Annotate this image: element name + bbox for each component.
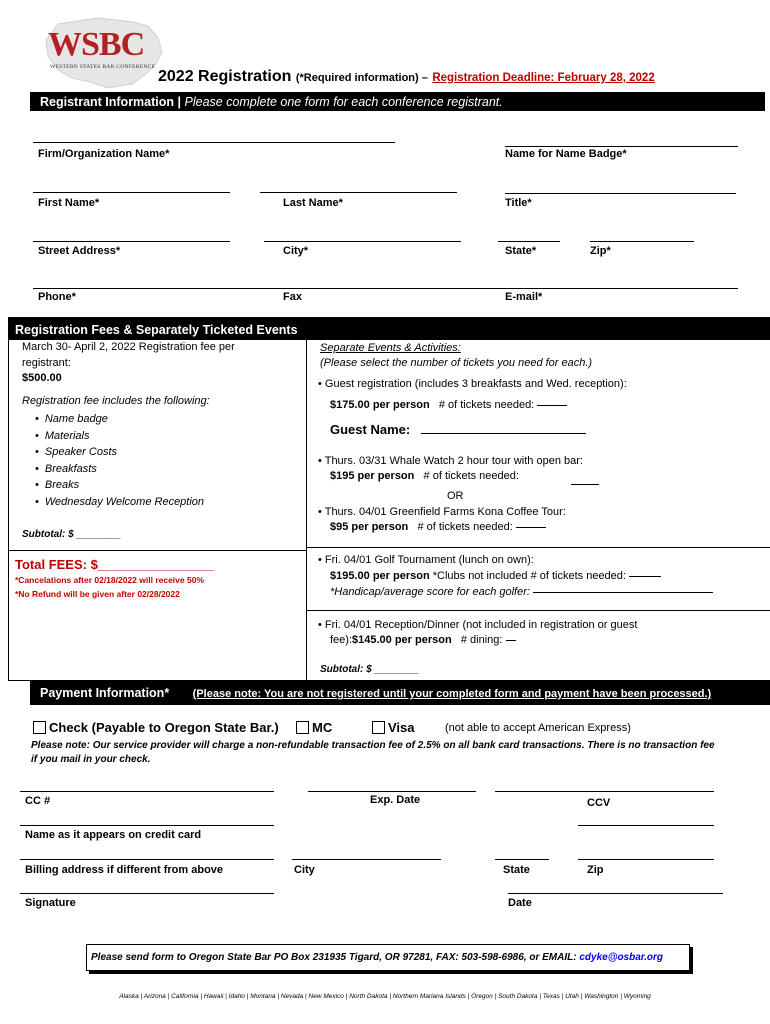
check-checkbox[interactable] [33,721,46,734]
name-on-card-label: Name as it appears on credit card [25,829,202,841]
reg-fee-line1: March 30- April 2, 2022 Registration fee per [22,341,235,353]
guest-price: $175.00 per person [330,399,430,411]
mc-checkbox[interactable] [296,721,309,734]
golf-tickets-input[interactable] [629,576,661,577]
date-label: Date [508,897,532,909]
amex-note: (not able to accept American Express) [445,722,631,734]
golf-handicap-label: *Handicap/average score for each golfer: [330,586,530,598]
dinner-price: $145.00 per person [352,634,452,646]
dinner-price-row [330,634,516,646]
phone-fax-email-line[interactable] [33,288,738,289]
billing-line[interactable] [20,859,274,860]
left-box-border [8,340,9,680]
mc-label: MC [312,720,333,735]
or-text: OR [447,490,464,502]
dinner-dining-input[interactable] [506,640,516,641]
reg-fee-amount: $500.00 [22,372,62,384]
date-line[interactable] [508,893,723,894]
coffee-tickets-label: # of tickets needed: [417,521,513,533]
fee-note-line2: if you mail in your check. [31,754,151,765]
check-label: Check (Payable to Oregon State Bar.) [49,720,279,735]
golf-handicap-input[interactable] [533,592,713,593]
payment-bar-note: (Please note: You are not registered until your completed form and payment have been processed.) [192,688,712,700]
right-divider-rule [306,547,770,548]
page-title: 2022 Registration [158,68,292,85]
exp-label: Exp. Date [370,794,421,806]
last-name-line[interactable] [260,192,457,193]
dinner-title-text: Fri. 04/01 Reception/Dinner (not included in registration or guest [324,619,638,631]
firm-line[interactable] [33,142,395,143]
guest-name-label: Guest Name: [330,422,411,437]
include-item: • Name badge [35,411,204,428]
exp-line[interactable] [308,791,476,792]
events-subheading: (Please select the number of tickets you need for each.) [320,357,593,369]
whale-price: $195 per person [330,470,415,482]
signature-line[interactable] [20,893,274,894]
send-form-text: Please send form to Oregon State Bar PO Box 231935 Tigard, OR 97281, FAX: 503-598-6986, or EMAIL: [91,952,577,963]
guest-price-row [330,399,567,411]
guest-name-input[interactable] [421,433,586,434]
firm-label: Firm/Organization Name* [38,148,170,160]
include-item: • Breakfasts [35,461,204,478]
guest-tickets-label: # of tickets needed: [438,399,535,411]
dinner-dining-label: # dining: [460,634,503,646]
first-name-label: First Name* [38,197,100,209]
street-label: Street Address* [38,245,121,257]
total-fees[interactable]: Total FEES: $________________ [15,557,214,572]
state-line[interactable] [498,241,560,242]
states-list: Alaska | Arizona | California | Hawaii | Idaho | Montana | Nevada | New Mexico | North Dakota | Northern Mariana Islands | Oregon | South Dakota | Texas | Utah | Washington | Wyoming [119,993,651,1000]
whale-tickets-input[interactable] [571,484,599,485]
registrant-bar [30,92,765,111]
cc-line[interactable] [20,791,274,792]
guest-name-row [330,421,586,439]
fees-bar [8,317,770,340]
whale-title: • Thurs. 03/31 Whale Watch 2 hour tour with open bar: [318,455,583,467]
mc-option[interactable] [296,720,332,735]
golf-title: • Fri. 04/01 Golf Tournament (lunch on own): [318,554,534,566]
billing-state-line[interactable] [495,859,549,860]
right-divider-rule-2 [306,610,770,611]
coffee-price-row [330,521,546,533]
logo-subtitle: WESTERN STATES BAR CONFERENCE [50,64,156,70]
events-heading: Separate Events & Activities: [320,342,461,354]
logo-text: WSBC [48,26,145,63]
ccv-value-line[interactable] [578,825,714,826]
fee-note-line1: Please note: Our service provider will charge a non-refundable transaction fee of 2.5% on all bank card transactions. There is no transaction fee [31,740,715,751]
city-line[interactable] [264,241,461,242]
billing-label: Billing address if different from above [25,864,224,876]
visa-checkbox[interactable] [372,721,385,734]
page-header [158,68,655,86]
golf-clubs-label: *Clubs not included # of tickets needed: [432,570,626,582]
subtotal-left[interactable]: Subtotal: $ ________ [22,529,121,540]
check-option[interactable] [33,720,279,735]
column-divider [306,340,307,680]
include-item: • Breaks [35,477,204,494]
email-label: E-mail* [505,291,543,303]
coffee-price: $95 per person [330,521,409,533]
visa-label: Visa [388,720,415,735]
signature-label: Signature [25,897,76,909]
required-note: (*Required information) – [295,72,428,84]
registrant-bar-note: Please complete one form for each conference registrant. [184,95,503,109]
ccv-line[interactable] [495,791,714,792]
cancel-note: *Cancelations after 02/18/2022 will receive 50% [15,575,205,585]
billing-city-label: City [294,864,315,876]
reg-fee-line2: registrant: [22,357,71,369]
total-fees-rule [8,550,306,551]
payment-bar-title: Payment Information* [40,686,170,700]
email-link[interactable]: cdyke@osbar.org [579,952,664,963]
state-label: State* [505,245,537,257]
guest-title: • Guest registration (includes 3 breakfasts and Wed. reception): [318,378,627,390]
cc-label: CC # [25,795,51,807]
guest-tickets-input[interactable] [537,405,567,406]
coffee-tickets-input[interactable] [516,527,546,528]
coffee-title-text: Thurs. 04/01 Greenfield Farms Kona Coffee Tour: [324,506,566,518]
include-item: • Materials [35,428,204,445]
zip-line[interactable] [590,241,694,242]
golf-title-text: Fri. 04/01 Golf Tournament (lunch on own): [324,554,534,566]
golf-price: $195.00 per person [330,570,430,582]
golf-price-row [330,570,661,582]
phone-label: Phone* [38,291,76,303]
includes-title: Registration fee includes the following: [22,395,210,407]
badge-label: Name for Name Badge* [505,148,627,160]
dinner-title: • Fri. 04/01 Reception/Dinner (not included in registration or guest [318,619,638,631]
street-line[interactable] [33,241,230,242]
zip-label: Zip* [590,245,611,257]
subtotal-right[interactable]: Subtotal: $ ________ [320,664,419,675]
registrant-bar-title: Registrant Information | [40,95,182,109]
include-item: • Speaker Costs [35,444,204,461]
guest-title-text: Guest registration (includes 3 breakfasts and Wed. reception): [324,378,627,390]
city-label: City* [283,245,309,257]
fees-bar-title: Registration Fees & Separately Ticketed Events [15,323,298,337]
ccv-label: CCV [587,797,611,809]
golf-handicap-row [330,586,713,598]
billing-zip-line[interactable] [578,859,714,860]
coffee-title: • Thurs. 04/01 Greenfield Farms Kona Coffee Tour: [318,506,566,518]
visa-option[interactable] [372,720,415,735]
send-form-box [86,944,690,971]
name-on-card-line[interactable] [20,825,274,826]
whale-price-row [330,470,519,482]
deadline: Registration Deadline: February 28, 2022 [432,72,655,84]
payment-bar [30,681,770,705]
include-item: • Wednesday Welcome Reception [35,494,204,511]
first-name-line[interactable] [33,192,230,193]
badge-line[interactable] [505,146,738,147]
fax-label: Fax [283,291,302,303]
whale-tickets-label: # of tickets needed: [423,470,519,482]
dinner-fee-label: fee): [330,634,353,646]
billing-zip-label: Zip [587,864,604,876]
title-line[interactable] [505,193,736,194]
whale-title-text: Thurs. 03/31 Whale Watch 2 hour tour with open bar: [324,455,583,467]
billing-state-label: State [503,864,530,876]
refund-note: *No Refund will be given after 02/28/2022 [15,589,180,599]
title-label: Title* [505,197,532,209]
last-name-label: Last Name* [283,197,343,209]
includes-list [35,411,204,510]
billing-city-line[interactable] [292,859,441,860]
